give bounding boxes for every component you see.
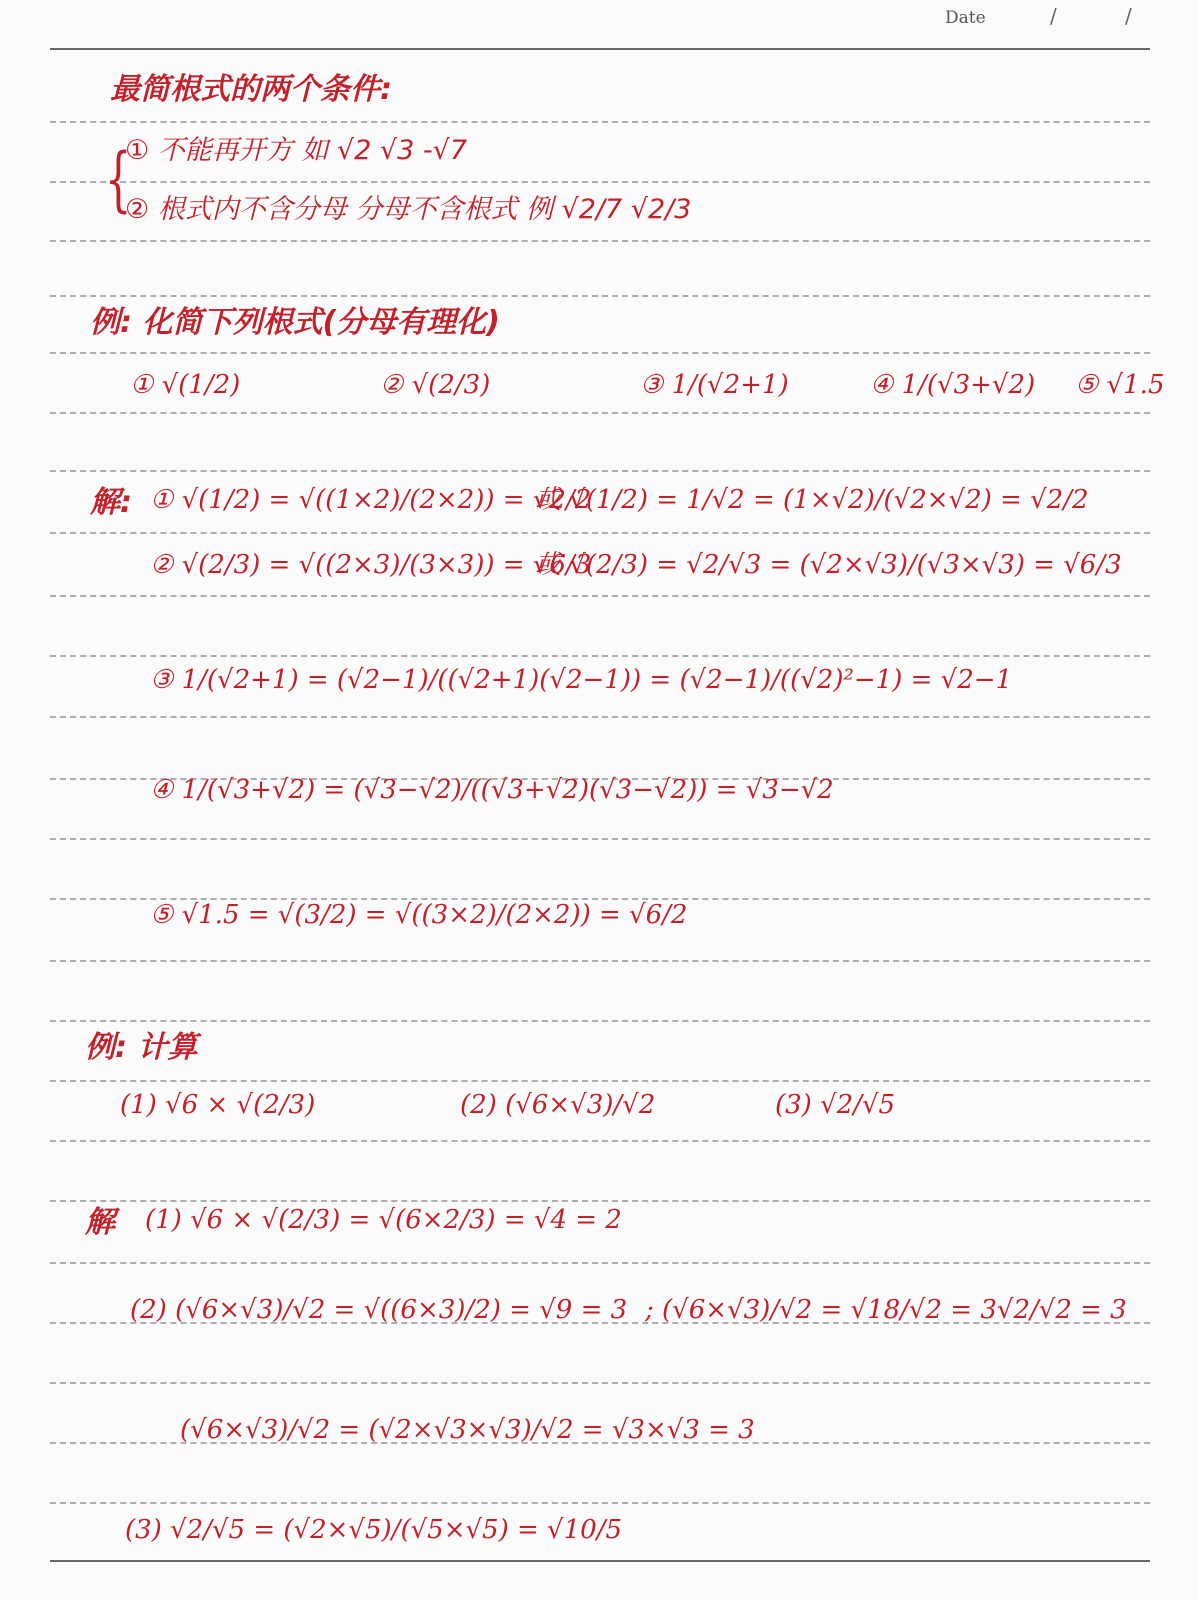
example-2-item: (1) √6 × √(2/3) [120,1090,316,1120]
solution-1-step: ⑤ √1.5 = √(3/2) = √((3×2)/(2×2)) = √6/2 [150,900,688,930]
ruled-line [50,655,1150,657]
date-label: Date [945,8,986,28]
example-1-item: ① √(1/2) [130,370,241,400]
ruled-line [50,532,1150,534]
solution-2-label: 解 [85,1205,115,1240]
ruled-line [50,1200,1150,1202]
date-slash: / [1050,4,1057,28]
ruled-line [50,1140,1150,1142]
solution-1-step: ② √(2/3) = √((2×3)/(3×3)) = √6/3 [150,550,592,580]
solution-2-step: (2) (√6×√3)/√2 = √((6×3)/2) = √9 = 3 [130,1295,628,1325]
ruled-line [50,960,1150,962]
solution-1-step: ① √(1/2) = √((1×2)/(2×2)) = √2/2 [150,485,592,515]
ruled-line [50,352,1150,354]
solution-2-step: (√6×√3)/√2 = (√2×√3×√3)/√2 = √3×√3 = 3 [180,1415,755,1445]
ruled-line [50,1382,1150,1384]
example-2-heading: 例: 计算 [85,1030,198,1065]
solution-2-step: (3) √2/√5 = (√2×√5)/(√5×√5) = √10/5 [125,1515,622,1545]
solution-1-label: 解: [90,485,132,520]
solution-1-step: ④ 1/(√3+√2) = (√3−√2)/((√3+√2)(√3−√2)) = √3−√2 [150,775,834,805]
solution-1-step: 或 √(2/3) = √2/√3 = (√2×√3)/(√3×√3) = √6/3 [535,550,1122,580]
ruled-line [50,1262,1150,1264]
solution-1-step: ③ 1/(√2+1) = (√2−1)/((√2+1)(√2−1)) = (√2−1)/((√2)²−1) = √2−1 [150,665,1013,695]
example-1-item: ② √(2/3) [380,370,491,400]
ruled-line [50,181,1150,183]
solution-2-step: ; (√6×√3)/√2 = √18/√2 = 3√2/√2 = 3 [645,1295,1127,1325]
ruled-line [50,295,1150,297]
ruled-line [50,1080,1150,1082]
ruled-line [50,1020,1150,1022]
example-1-item: ⑤ √1.5 [1075,370,1165,400]
ruled-line [50,121,1150,123]
example-1-item: ③ 1/(√2+1) [640,370,789,400]
condition-2: ② 根式内不含分母 分母不含根式 例 √2/7 √2/3 [125,194,692,225]
ruled-line [50,48,1150,50]
ruled-line [50,1560,1150,1562]
ruled-line [50,240,1150,242]
ruled-line [50,595,1150,597]
condition-1: ① 不能再开方 如 √2 √3 -√7 [125,135,468,166]
example-1-heading: 例: 化简下列根式(分母有理化) [90,305,500,340]
example-2-item: (2) (√6×√3)/√2 [460,1090,656,1120]
ruled-line [50,716,1150,718]
ruled-line [50,470,1150,472]
ruled-line [50,412,1150,414]
example-1-item: ④ 1/(√3+√2) [870,370,1036,400]
date-slash: / [1125,4,1132,28]
ruled-line [50,838,1150,840]
solution-1-step: 或 √(1/2) = 1/√2 = (1×√2)/(√2×√2) = √2/2 [535,485,1089,515]
example-2-item: (3) √2/√5 [775,1090,896,1120]
solution-2-step: (1) √6 × √(2/3) = √(6×2/3) = √4 = 2 [145,1205,622,1235]
brace-symbol: { [104,138,132,220]
notes-title: 最简根式的两个条件: [110,72,392,107]
ruled-line [50,1502,1150,1504]
